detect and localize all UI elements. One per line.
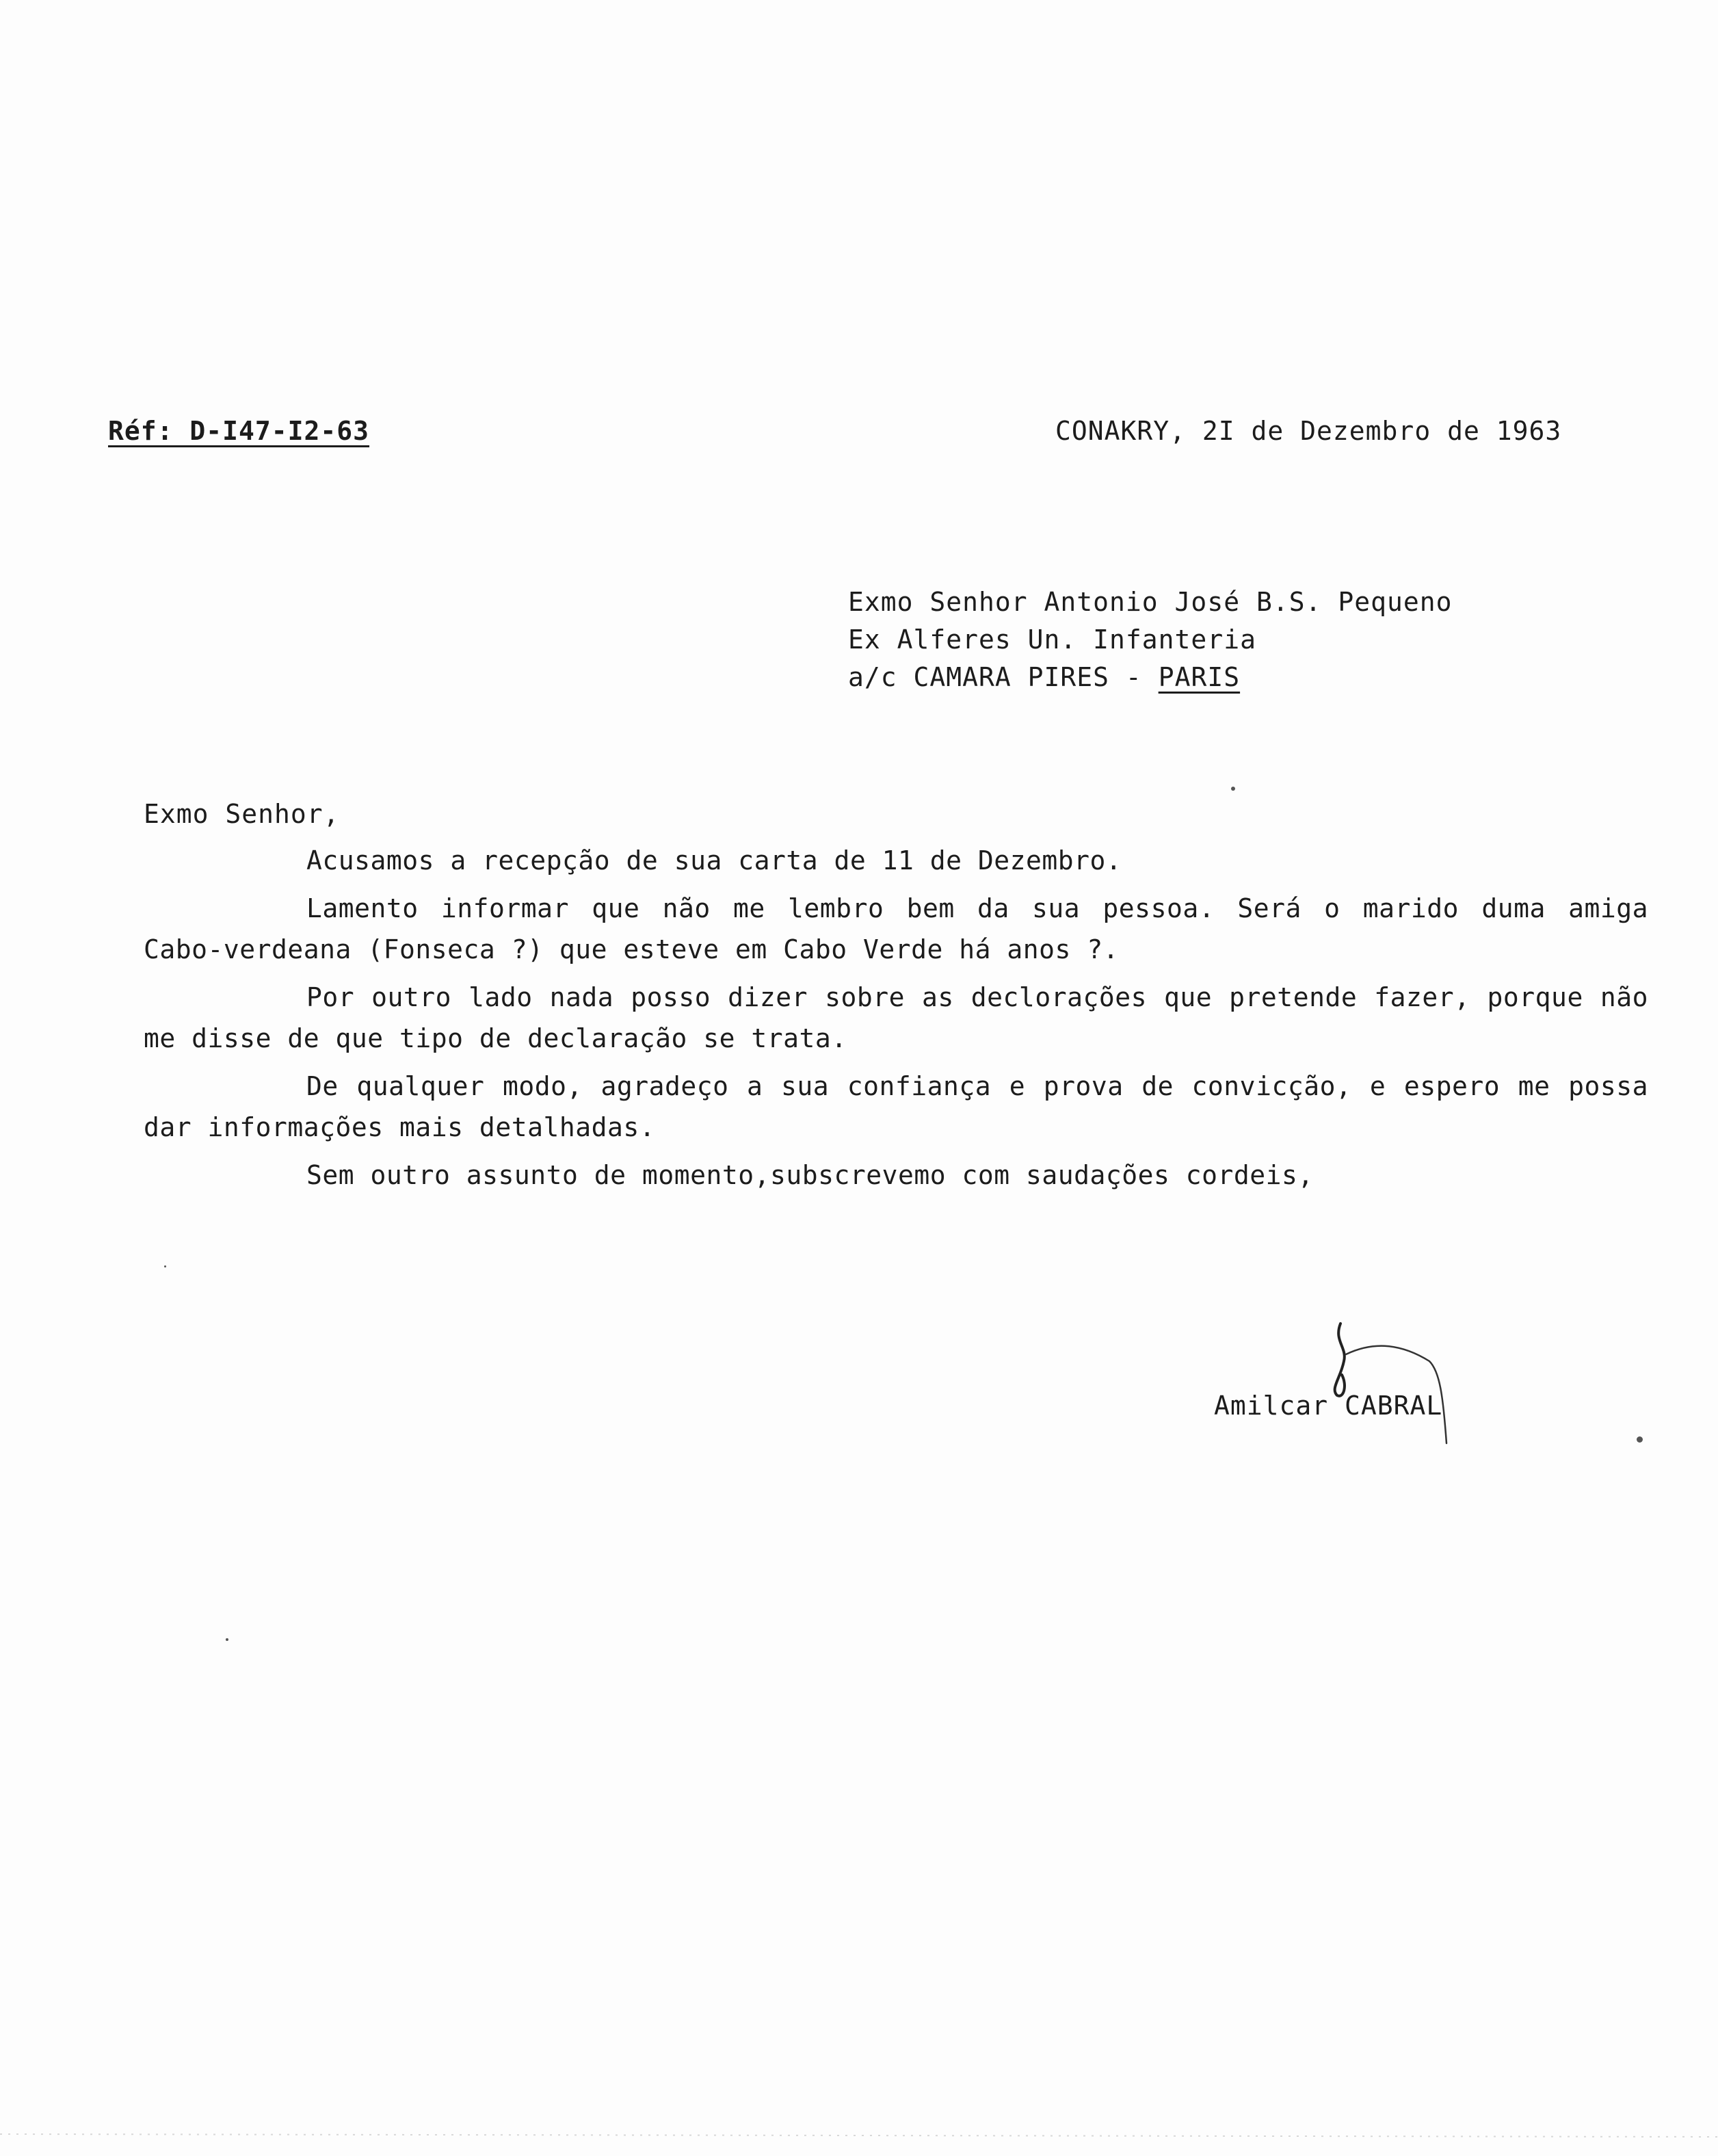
addressee-care-of: a/c CAMARA PIRES -	[848, 662, 1159, 692]
paragraph-2: Lamento informar que não me lembro bem da sua pessoa. Será o marido duma amiga Cabo-verdeana (Fonseca ?) que esteve em Cabo Verde há anos ?.	[144, 893, 1648, 964]
place-and-date: CONAKRY, 2I de Dezembro de 1963	[1055, 416, 1562, 446]
signatory-name: Amilcar CABRAL	[1214, 1391, 1443, 1421]
scan-speck	[1637, 1436, 1643, 1443]
scan-noise	[0, 2107, 1718, 2148]
addressee-line-3	[848, 657, 1240, 698]
addressee-line-2: Ex Alferes Un. Infanteria	[848, 625, 1256, 655]
scan-speck	[1231, 787, 1235, 791]
paragraph-4: De qualquer modo, agradeço a sua confiança e prova de convicção, e espero me possa dar informações mais detalhadas.	[144, 1071, 1648, 1142]
scan-speck	[164, 1265, 166, 1267]
letter-body	[144, 840, 1648, 1202]
reference-number: Réf: D-I47-I2-63	[108, 416, 370, 446]
paragraph-3: Por outro lado nada posso dizer sobre as declorações que pretende fazer, porque não me disse de que tipo de declaração se trata.	[144, 982, 1648, 1053]
scan-speck	[226, 1638, 228, 1641]
salutation: Exmo Senhor,	[144, 799, 340, 829]
addressee-city: PARIS	[1158, 662, 1241, 692]
addressee-line-1: Exmo Senhor Antonio José B.S. Pequeno	[848, 587, 1453, 617]
paragraph-5: Sem outro assunto de momento,subscrevemo com saudações cordeis,	[306, 1160, 1314, 1190]
paragraph-1: Acusamos a recepção de sua carta de 11 de Dezembro.	[306, 845, 1122, 876]
